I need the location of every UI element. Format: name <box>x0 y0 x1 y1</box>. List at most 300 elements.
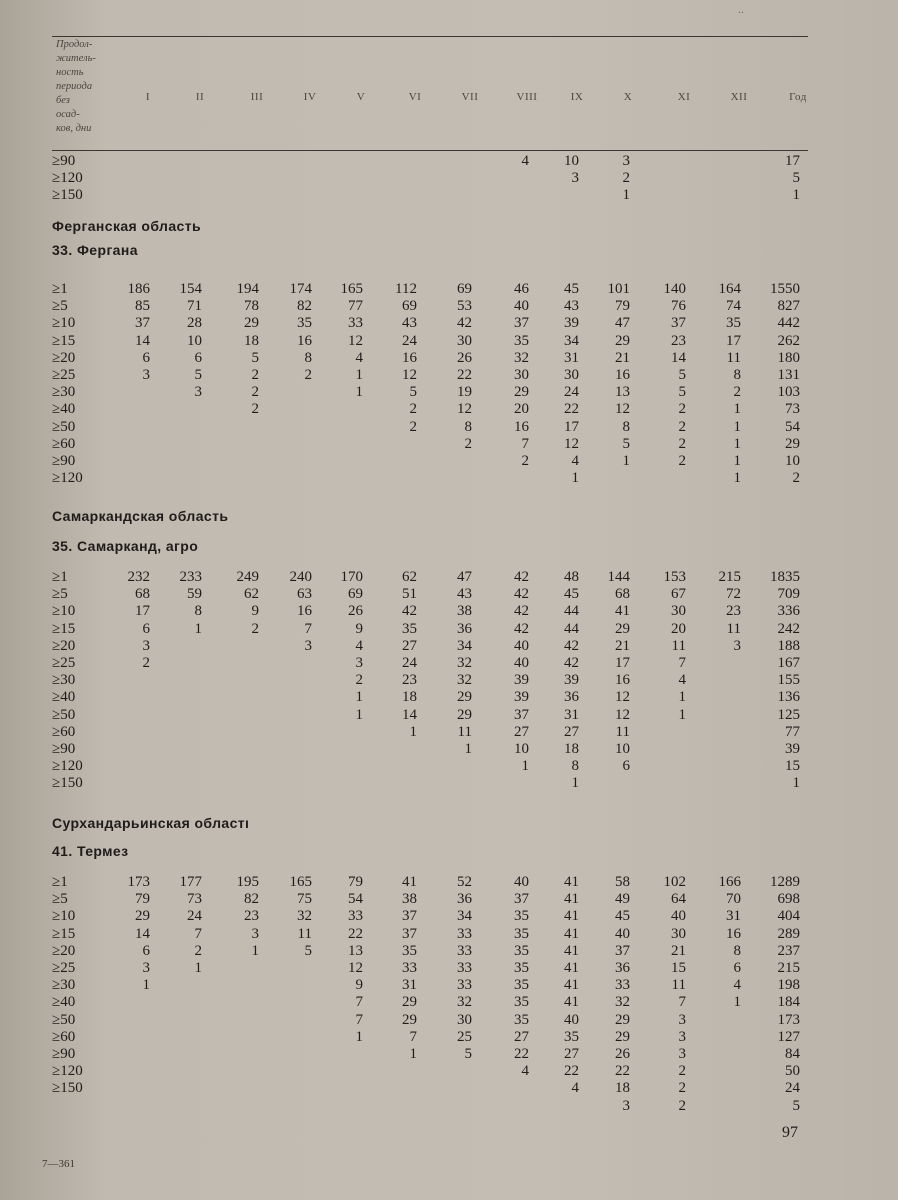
row-threshold-label: ≥1 <box>52 569 68 585</box>
table-cell: 29 <box>457 689 472 706</box>
table-cell: 1 <box>355 367 363 383</box>
table-cell: 827 <box>777 298 800 315</box>
table-cell: 1 <box>464 741 472 757</box>
table-cell: 232 <box>127 569 150 585</box>
table-cell: 8 <box>733 942 741 959</box>
table-cell: 38 <box>457 603 472 620</box>
table-cell: 29 <box>402 1011 417 1028</box>
table-cell: 23 <box>671 332 686 349</box>
row-threshold-label: ≥30 <box>52 384 76 401</box>
table-cell: 35 <box>514 942 529 959</box>
table-cell: 14 <box>135 332 150 349</box>
table-cell: 194 <box>236 281 259 297</box>
table-cell: 22 <box>457 367 472 383</box>
table-cell: 45 <box>615 908 630 925</box>
table-cell: 12 <box>615 689 630 706</box>
table-cell: 16 <box>615 672 630 689</box>
table-cell: 11 <box>615 723 630 740</box>
table-cell: 41 <box>564 908 579 925</box>
table-cell: 42 <box>564 637 579 654</box>
table-cell: 23 <box>726 603 741 620</box>
row-threshold-label: ≥10 <box>52 603 76 620</box>
table-cell: 3 <box>194 384 202 401</box>
table-cell: 20 <box>671 620 686 637</box>
page-number: 97 <box>782 1124 798 1141</box>
table-cell: 33 <box>457 942 472 959</box>
table-cell: 1 <box>194 960 202 976</box>
table-cell: 40 <box>514 637 529 654</box>
header-col-12: Год <box>789 91 807 103</box>
table-cell: 19 <box>457 384 472 401</box>
table-cell: 1 <box>733 401 741 418</box>
header-label-line: житель- <box>56 53 96 64</box>
table-cell: 31 <box>402 977 417 994</box>
table-cell: 155 <box>777 672 800 689</box>
table-cell: 6 <box>142 942 150 959</box>
table-cell: 8 <box>571 758 579 775</box>
table-cell: 43 <box>564 298 579 315</box>
table-cell: 4 <box>355 637 363 654</box>
table-cell: 1 <box>733 994 741 1011</box>
row-threshold-label: ≥90 <box>52 153 76 169</box>
table-cell: 7 <box>194 925 202 942</box>
table-cell: 10 <box>514 741 529 757</box>
table-cell: 31 <box>564 706 579 723</box>
table-cell: 12 <box>615 706 630 723</box>
table-cell: 2 <box>251 401 259 418</box>
table-cell: 78 <box>244 298 259 315</box>
row-threshold-label: ≥15 <box>52 925 76 942</box>
table-row <box>52 152 812 170</box>
table-cell: 30 <box>671 603 686 620</box>
row-threshold-label: ≥1 <box>52 281 68 297</box>
table-cell: 198 <box>777 977 800 994</box>
table-cell: 40 <box>514 298 529 315</box>
row-threshold-label: ≥150 <box>52 187 83 204</box>
table-cell: 173 <box>777 1011 800 1028</box>
table-cell: 2 <box>678 1080 686 1097</box>
table-row <box>52 1062 812 1080</box>
header-duration-label <box>56 38 118 136</box>
table-cell: 3 <box>622 153 630 169</box>
table-cell: 50 <box>785 1063 800 1080</box>
table-cell: 43 <box>402 315 417 332</box>
row-threshold-label: ≥60 <box>52 723 76 740</box>
table-cell: 35 <box>514 977 529 994</box>
table-cell: 35 <box>514 994 529 1011</box>
header-col-5: VI <box>408 91 422 103</box>
table-cell: 39 <box>564 315 579 332</box>
table-cell: 35 <box>402 620 417 637</box>
header-col-4: V <box>356 91 366 103</box>
table-cell: 3 <box>142 960 150 976</box>
table-cell: 12 <box>615 401 630 418</box>
header-label-line: осад- <box>56 109 80 120</box>
table-cell: 29 <box>615 1028 630 1045</box>
row-threshold-label: ≥1 <box>52 874 68 890</box>
row-threshold-label: ≥120 <box>52 170 83 187</box>
table-cell: 289 <box>777 925 800 942</box>
table-cell: 69 <box>457 281 472 297</box>
table-cell: 35 <box>402 942 417 959</box>
table-cell: 27 <box>514 723 529 740</box>
table-cell: 41 <box>615 603 630 620</box>
table-cell: 47 <box>615 315 630 332</box>
table-cell: 180 <box>777 349 800 366</box>
table-cell: 6 <box>142 349 150 366</box>
table-row <box>52 1028 812 1046</box>
table-cell: 11 <box>297 925 312 942</box>
row-threshold-label: ≥25 <box>52 655 76 671</box>
table-cell: 4 <box>355 349 363 366</box>
table-cell: 54 <box>785 418 800 435</box>
table-cell: 5 <box>464 1046 472 1062</box>
table-cell: 4 <box>571 453 579 469</box>
table-cell: 1 <box>409 1046 417 1062</box>
table-cell: 24 <box>564 384 579 401</box>
station-heading: 41. Термез <box>52 843 129 859</box>
table-cell: 17 <box>135 603 150 620</box>
table-cell: 41 <box>564 925 579 942</box>
table-cell: 1 <box>792 187 800 204</box>
table-cell: 1835 <box>770 569 800 585</box>
table-cell: 29 <box>402 994 417 1011</box>
table-cell: 41 <box>564 960 579 976</box>
table-cell: 36 <box>457 620 472 637</box>
table-cell: 38 <box>402 891 417 908</box>
table-cell: 35 <box>514 925 529 942</box>
table-cell: 29 <box>615 332 630 349</box>
table-cell: 69 <box>402 298 417 315</box>
table-cell: 39 <box>514 689 529 706</box>
table-cell: 33 <box>457 960 472 976</box>
table-row <box>52 186 812 204</box>
table-cell: 4 <box>571 1080 579 1097</box>
table-cell: 17 <box>615 655 630 671</box>
table-cell: 33 <box>348 315 363 332</box>
table-cell: 2 <box>409 401 417 418</box>
table-cell: 22 <box>564 1063 579 1080</box>
header-col-2: III <box>250 91 264 103</box>
table-row <box>52 1011 812 1029</box>
row-threshold-label: ≥120 <box>52 758 83 775</box>
table-cell: 24 <box>785 1080 800 1097</box>
table-cell: 127 <box>777 1028 800 1045</box>
row-threshold-label: ≥5 <box>52 586 68 603</box>
table-row <box>52 890 812 908</box>
table-row <box>52 435 812 453</box>
table-cell: 3 <box>142 637 150 654</box>
table-cell: 165 <box>289 874 312 890</box>
table-cell: 2 <box>251 620 259 637</box>
table-cell: 71 <box>187 298 202 315</box>
table-cell: 35 <box>514 1011 529 1028</box>
table-cell: 74 <box>726 298 741 315</box>
table-cell: 39 <box>514 672 529 689</box>
row-threshold-label: ≥150 <box>52 1080 83 1097</box>
table-cell: 35 <box>514 960 529 976</box>
row-threshold-label: ≥25 <box>52 960 76 976</box>
table-cell: 2 <box>251 367 259 383</box>
table-cell: 27 <box>514 1028 529 1045</box>
table-cell: 35 <box>564 1028 579 1045</box>
table-cell: 2 <box>792 470 800 487</box>
table-row <box>52 706 812 724</box>
table-cell: 42 <box>514 569 529 585</box>
table-row <box>52 620 812 638</box>
table-cell: 32 <box>457 655 472 671</box>
row-threshold-label: ≥25 <box>52 367 76 383</box>
table-cell: 2 <box>355 672 363 689</box>
table-cell: 10 <box>615 741 630 757</box>
row-threshold-label: ≥5 <box>52 298 68 315</box>
table-cell: 33 <box>615 977 630 994</box>
region-heading: Самаркандская область <box>52 508 229 524</box>
table-cell: 153 <box>663 569 686 585</box>
table-cell: 21 <box>615 349 630 366</box>
table-cell: 6 <box>733 960 741 976</box>
table-cell: 1 <box>622 453 630 469</box>
table-cell: 16 <box>615 367 630 383</box>
table-cell: 20 <box>514 401 529 418</box>
table-cell: 35 <box>297 315 312 332</box>
table-cell: 4 <box>521 153 529 169</box>
table-row <box>52 925 812 943</box>
table-cell: 1 <box>194 620 202 637</box>
table-cell: 30 <box>457 1011 472 1028</box>
table-row <box>52 568 812 586</box>
header-col-6: VII <box>461 91 479 103</box>
table-cell: 1 <box>733 435 741 452</box>
table-cell: 68 <box>135 586 150 603</box>
table-cell: 240 <box>289 569 312 585</box>
table-cell: 17 <box>726 332 741 349</box>
table-row <box>52 280 812 298</box>
table-cell: 58 <box>615 874 630 890</box>
table-cell: 37 <box>514 315 529 332</box>
table-cell: 79 <box>615 298 630 315</box>
table-cell: 32 <box>457 994 472 1011</box>
table-cell: 49 <box>615 891 630 908</box>
table-cell: 42 <box>514 586 529 603</box>
table-cell: 11 <box>726 349 741 366</box>
table-cell: 12 <box>457 401 472 418</box>
row-threshold-label: ≥60 <box>52 1028 76 1045</box>
table-cell: 9 <box>251 603 259 620</box>
table-cell: 249 <box>236 569 259 585</box>
table-cell: 5 <box>792 1097 800 1114</box>
table-cell: 11 <box>671 637 686 654</box>
table-cell: 2 <box>678 453 686 469</box>
table-cell: 76 <box>671 298 686 315</box>
row-threshold-label: ≥10 <box>52 315 76 332</box>
table-cell: 33 <box>402 960 417 976</box>
row-threshold-label: ≥30 <box>52 977 76 994</box>
table-cell: 24 <box>402 655 417 671</box>
header-col-0: I <box>145 91 151 103</box>
table-cell: 144 <box>607 569 630 585</box>
table-cell: 32 <box>615 994 630 1011</box>
table-cell: 125 <box>777 706 800 723</box>
table-cell: 62 <box>244 586 259 603</box>
table-cell: 51 <box>402 586 417 603</box>
row-threshold-label: ≥120 <box>52 470 83 487</box>
table-cell: 5 <box>409 384 417 401</box>
table-cell: 1 <box>571 470 579 487</box>
table-cell: 59 <box>187 586 202 603</box>
table-row <box>52 976 812 994</box>
station-heading: 35. Самарканд, агро <box>52 538 199 554</box>
table-cell: 41 <box>564 874 579 890</box>
table-cell: 2 <box>678 1097 686 1114</box>
table-cell: 34 <box>457 637 472 654</box>
table-cell: 16 <box>726 925 741 942</box>
table-cell: 22 <box>514 1046 529 1062</box>
table-cell: 442 <box>777 315 800 332</box>
table-cell: 11 <box>457 723 472 740</box>
table-row <box>52 452 812 470</box>
table-cell: 29 <box>457 706 472 723</box>
table-cell: 63 <box>297 586 312 603</box>
table-cell: 5 <box>304 942 312 959</box>
table-row <box>52 1097 812 1115</box>
table-cell: 186 <box>127 281 150 297</box>
table-row <box>52 654 812 672</box>
table-cell: 41 <box>564 942 579 959</box>
table-cell: 215 <box>777 960 800 976</box>
header-col-1: II <box>195 91 205 103</box>
table-cell: 32 <box>457 672 472 689</box>
region-heading: Ферганская область <box>52 218 201 234</box>
header-col-3: IV <box>303 91 317 103</box>
table-cell: 32 <box>297 908 312 925</box>
row-threshold-label: ≥50 <box>52 418 76 435</box>
table-cell: 69 <box>348 586 363 603</box>
table-cell: 3 <box>733 637 741 654</box>
table-cell: 2 <box>251 384 259 401</box>
table-cell: 29 <box>785 435 800 452</box>
table-cell: 10 <box>785 453 800 469</box>
table-cell: 8 <box>194 603 202 620</box>
table-cell: 22 <box>615 1063 630 1080</box>
table-cell: 2 <box>678 1063 686 1080</box>
table-cell: 7 <box>409 1028 417 1045</box>
table-cell: 1 <box>678 706 686 723</box>
table-cell: 4 <box>678 672 686 689</box>
table-cell: 36 <box>615 960 630 976</box>
table-cell: 32 <box>514 349 529 366</box>
table-cell: 24 <box>187 908 202 925</box>
table-row <box>52 671 812 689</box>
table-cell: 37 <box>402 925 417 942</box>
table-cell: 9 <box>355 620 363 637</box>
table-row <box>52 585 812 603</box>
table-cell: 3 <box>251 925 259 942</box>
table-cell: 14 <box>671 349 686 366</box>
row-threshold-label: ≥10 <box>52 908 76 925</box>
table-cell: 27 <box>564 1046 579 1062</box>
table-cell: 242 <box>777 620 800 637</box>
table-cell: 31 <box>564 349 579 366</box>
table-row <box>52 723 812 741</box>
table-cell: 44 <box>564 603 579 620</box>
table-cell: 3 <box>142 367 150 383</box>
table-cell: 26 <box>615 1046 630 1062</box>
top-rule <box>52 36 808 37</box>
table-cell: 13 <box>348 942 363 959</box>
table-cell: 1 <box>521 758 529 775</box>
table-cell: 6 <box>622 758 630 775</box>
table-cell: 35 <box>514 908 529 925</box>
table-row <box>52 907 812 925</box>
table-cell: 3 <box>678 1011 686 1028</box>
header-label-line: Продол- <box>56 39 93 50</box>
table-cell: 3 <box>622 1097 630 1114</box>
table-cell: 37 <box>402 908 417 925</box>
table-cell: 173 <box>127 874 150 890</box>
table-cell: 5 <box>792 170 800 187</box>
table-cell: 52 <box>457 874 472 890</box>
station-heading: 33. Фергана <box>52 242 138 258</box>
table-row <box>52 774 812 792</box>
table-cell: 5 <box>678 367 686 383</box>
table-cell: 85 <box>135 298 150 315</box>
table-cell: 35 <box>726 315 741 332</box>
table-cell: 14 <box>402 706 417 723</box>
table-cell: 29 <box>135 908 150 925</box>
table-cell: 2 <box>678 435 686 452</box>
row-threshold-label: ≥150 <box>52 775 83 792</box>
table-row <box>52 637 812 655</box>
table-cell: 10 <box>187 332 202 349</box>
table-cell: 28 <box>187 315 202 332</box>
table-cell: 112 <box>395 281 417 297</box>
table-cell: 140 <box>663 281 686 297</box>
table-cell: 41 <box>564 977 579 994</box>
row-threshold-label: ≥120 <box>52 1063 83 1080</box>
table-cell: 2 <box>304 367 312 383</box>
table-cell: 40 <box>671 908 686 925</box>
table-cell: 18 <box>615 1080 630 1097</box>
row-threshold-label: ≥50 <box>52 706 76 723</box>
table-cell: 10 <box>564 153 579 169</box>
table-row <box>52 332 812 350</box>
table-cell: 44 <box>564 620 579 637</box>
table-cell: 64 <box>671 891 686 908</box>
table-cell: 27 <box>564 723 579 740</box>
table-cell: 24 <box>402 332 417 349</box>
table-row <box>52 469 812 487</box>
table-row <box>52 602 812 620</box>
table-cell: 1 <box>792 775 800 792</box>
table-row <box>52 873 812 891</box>
table-cell: 101 <box>607 281 630 297</box>
table-cell: 82 <box>297 298 312 315</box>
table-cell: 15 <box>785 758 800 775</box>
table-header <box>52 40 812 140</box>
table-cell: 37 <box>671 315 686 332</box>
table-cell: 73 <box>785 401 800 418</box>
table-cell: 30 <box>671 925 686 942</box>
table-cell: 2 <box>733 384 741 401</box>
row-threshold-label: ≥90 <box>52 741 76 757</box>
table-cell: 33 <box>457 977 472 994</box>
table-cell: 1 <box>355 384 363 401</box>
table-cell: 5 <box>251 349 259 366</box>
header-label-line: ность <box>56 67 84 78</box>
table-cell: 195 <box>236 874 259 890</box>
table-cell: 215 <box>718 569 741 585</box>
